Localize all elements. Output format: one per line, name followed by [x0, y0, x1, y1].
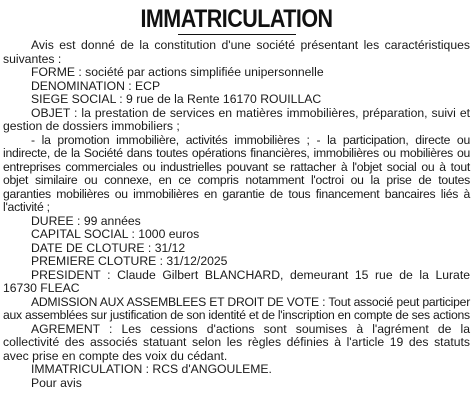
- agrement-paragraph: AGREMENT : Les cessions d'actions sont soumises à l'agrément de la collectivité des associés statuant selon les règles définies à l'article 19 des statuts avec prise en compte des voix du cédant.: [3, 321, 470, 363]
- title-underline: [178, 34, 296, 35]
- president-paragraph: PRESIDENT : Claude Gilbert BLANCHARD, demeurant 15 rue de la Lurate 16730 FLEAC: [3, 267, 470, 295]
- denomination-line: DENOMINATION : ECP: [31, 78, 161, 93]
- forme-line: FORME : société par actions simplifiée unipersonnelle: [31, 65, 324, 79]
- premiere-cloture-line: PREMIERE CLOTURE : 31/12/2025: [31, 254, 228, 268]
- capital-social-line: CAPITAL SOCIAL : 1000 euros: [31, 227, 200, 241]
- admission-paragraph: ADMISSION AUX ASSEMBLEES ET DROIT DE VOTE : Tout associé peut participer aux assemblées sur justification de son identité et de l'inscription en compte de ses actions: [3, 294, 470, 322]
- objet-details-paragraph: - la promotion immobilière, activités immobilières ; - la participation, directe ou indirecte, de la Société dans toutes opérations financières, immobilières ou mobilières ou entreprises commerciales ou industrielles pouvant se rattacher à l'objet social ou à tout objet similaire ou connexe, en ce compris notamment l'octroi ou la prise de toutes garanties mobilières ou immobilières en garantie de tous financement bancaires liés à l'activité ;: [3, 132, 470, 214]
- intro-paragraph: Avis est donné de la constitution d'une société présentant les caractéristiques suivantes :: [3, 38, 470, 66]
- siege-social-line: SIEGE SOCIAL : 9 rue de la Rente 16170 ROUILLAC: [31, 92, 322, 106]
- objet-paragraph: OBJET : la prestation de services en matières immobilières, préparation, suivi et gestion de dossiers immobiliers ;: [3, 105, 470, 133]
- immatriculation-line: IMMATRICULATION : RCS d'ANGOULEME.: [31, 362, 272, 376]
- duree-line: DUREE : 99 années: [31, 213, 141, 228]
- pour-avis-line: Pour avis: [31, 375, 82, 390]
- notice-title: IMMATRICULATION: [140, 5, 333, 33]
- date-cloture-line: DATE DE CLOTURE : 31/12: [31, 240, 186, 255]
